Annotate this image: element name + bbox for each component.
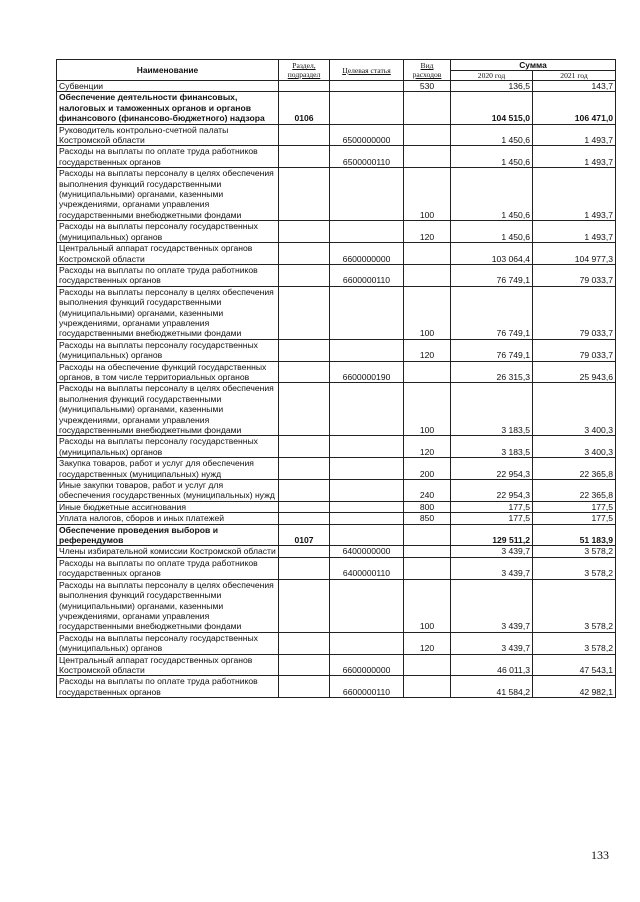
cell-type: 800 [404,501,451,512]
cell-2021: 25 943,6 [533,361,616,383]
cell-type [404,92,451,124]
cell-2021: 79 033,7 [533,286,616,339]
cell-section [279,243,330,265]
cell-name: Расходы на выплаты по оплате труда работников государственных органов [57,146,279,168]
cell-section [279,221,330,243]
cell-target [330,286,404,339]
cell-2021: 177,5 [533,513,616,524]
header-target: Целевая статья [330,60,404,81]
cell-2021: 143,7 [533,81,616,92]
cell-2020: 177,5 [451,513,533,524]
cell-section [279,501,330,512]
cell-name: Расходы на выплаты персоналу в целях обеспечения выполнения функций государственными (муниципальными) органами, казенными учреждениями, органами управления государственными внебюджетными фондами [57,286,279,339]
cell-2020: 104 515,0 [451,92,533,124]
cell-type: 240 [404,480,451,502]
cell-2020: 1 450,6 [451,168,533,221]
cell-target: 6500000000 [330,124,404,146]
cell-2020: 1 450,6 [451,124,533,146]
cell-target [330,480,404,502]
cell-2020: 136,5 [451,81,533,92]
cell-2021: 1 493,7 [533,168,616,221]
cell-target [330,92,404,124]
cell-target [330,339,404,361]
cell-target [330,513,404,524]
table-row [57,513,616,524]
cell-name: Закупка товаров, работ и услуг для обеспечения государственных (муниципальных) нужд [57,458,279,480]
cell-target [330,221,404,243]
cell-name: Члены избирательной комиссии Костромской области [57,546,279,557]
cell-type [404,654,451,676]
header-year-2020: 2020 год [451,71,533,81]
cell-section [279,458,330,480]
cell-type [404,524,451,546]
table-row [57,124,616,146]
cell-name: Обеспечение проведения выборов и референдумов [57,524,279,546]
table-row [57,546,616,557]
cell-target: 6600000110 [330,676,404,698]
cell-2021: 79 033,7 [533,339,616,361]
cell-name: Расходы на выплаты персоналу государственных (муниципальных) органов [57,436,279,458]
table-row [57,458,616,480]
cell-2020: 177,5 [451,501,533,512]
cell-section [279,286,330,339]
cell-name: Расходы на выплаты по оплате труда работников государственных органов [57,557,279,579]
budget-table [56,59,616,698]
cell-target [330,458,404,480]
cell-section [279,361,330,383]
cell-2020: 3 439,7 [451,546,533,557]
cell-2021: 3 400,3 [533,436,616,458]
cell-type [404,557,451,579]
cell-2020: 1 450,6 [451,221,533,243]
table-row [57,361,616,383]
header-year-2021: 2021 год [533,71,616,81]
header-type: Вид расходов [404,60,451,81]
cell-name: Центральный аппарат государственных органов Костромской области [57,654,279,676]
cell-2020: 3 439,7 [451,557,533,579]
cell-2021: 3 578,2 [533,579,616,632]
cell-name: Расходы на выплаты персоналу в целях обеспечения выполнения функций государственными (муниципальными) органами, казенными учреждениями, органами управления государственными внебюджетными фондами [57,168,279,221]
cell-target [330,632,404,654]
table-row [57,501,616,512]
cell-name: Расходы на обеспечение функций государственных органов, в том числе территориальных органов [57,361,279,383]
cell-name: Расходы на выплаты персоналу государственных (муниципальных) органов [57,339,279,361]
table-row [57,654,616,676]
cell-2020: 22 954,3 [451,458,533,480]
header-name: Наименование [57,60,279,81]
cell-type: 120 [404,632,451,654]
table-row [57,436,616,458]
cell-2021: 51 183,9 [533,524,616,546]
table-row [57,221,616,243]
cell-2021: 3 400,3 [533,383,616,436]
cell-2021: 1 493,7 [533,146,616,168]
table-row [57,557,616,579]
cell-section [279,480,330,502]
cell-section [279,513,330,524]
cell-2020: 26 315,3 [451,361,533,383]
cell-2021: 3 578,2 [533,632,616,654]
cell-section [279,546,330,557]
table-row [57,243,616,265]
cell-2021: 1 493,7 [533,221,616,243]
cell-2020: 3 439,7 [451,579,533,632]
cell-target [330,168,404,221]
cell-2021: 47 543,1 [533,654,616,676]
cell-target [330,436,404,458]
cell-section [279,124,330,146]
table-row [57,480,616,502]
cell-2021: 22 365,8 [533,458,616,480]
cell-2020: 3 183,5 [451,436,533,458]
cell-target: 6600000000 [330,654,404,676]
cell-2020: 22 954,3 [451,480,533,502]
cell-name: Иные закупки товаров, работ и услуг для обеспечения государственных (муниципальных) нужд [57,480,279,502]
cell-type: 120 [404,221,451,243]
cell-section [279,146,330,168]
cell-type: 200 [404,458,451,480]
cell-name: Иные бюджетные ассигнования [57,501,279,512]
cell-target: 6400000000 [330,546,404,557]
cell-2021: 22 365,8 [533,480,616,502]
cell-name: Обеспечение деятельности финансовых, налоговых и таможенных органов и органов финансового (финансово-бюджетного) надзора [57,92,279,124]
cell-type [404,546,451,557]
cell-2021: 42 982,1 [533,676,616,698]
cell-2020: 46 011,3 [451,654,533,676]
cell-section [279,339,330,361]
cell-2020: 76 749,1 [451,286,533,339]
cell-name: Расходы на выплаты по оплате труда работников государственных органов [57,264,279,286]
table-row [57,339,616,361]
cell-type: 100 [404,579,451,632]
cell-target: 6600000190 [330,361,404,383]
cell-target: 6400000110 [330,557,404,579]
cell-name: Расходы на выплаты персоналу государственных (муниципальных) органов [57,632,279,654]
cell-target [330,383,404,436]
cell-type [404,146,451,168]
cell-2020: 76 749,1 [451,264,533,286]
cell-target [330,81,404,92]
cell-2020: 76 749,1 [451,339,533,361]
cell-type [404,361,451,383]
cell-section [279,654,330,676]
cell-section [279,579,330,632]
table-row [57,676,616,698]
cell-target [330,524,404,546]
cell-2020: 41 584,2 [451,676,533,698]
cell-2020: 3 439,7 [451,632,533,654]
cell-name: Расходы на выплаты по оплате труда работников государственных органов [57,676,279,698]
table-body [57,81,616,698]
cell-section [279,81,330,92]
cell-type [404,243,451,265]
cell-2021: 79 033,7 [533,264,616,286]
budget-table-page [56,59,615,698]
cell-name: Руководитель контрольно-счетной палаты Костромской области [57,124,279,146]
cell-2021: 3 578,2 [533,557,616,579]
cell-type: 120 [404,339,451,361]
cell-2020: 3 183,5 [451,383,533,436]
table-row [57,264,616,286]
cell-section: 0106 [279,92,330,124]
cell-type: 120 [404,436,451,458]
cell-2020: 129 511,2 [451,524,533,546]
header-section: Раздел, подраздел [279,60,330,81]
cell-2021: 177,5 [533,501,616,512]
cell-name: Расходы на выплаты персоналу в целях обеспечения выполнения функций государственными (муниципальными) органами, казенными учреждениями, органами управления государственными внебюджетными фондами [57,579,279,632]
cell-section [279,632,330,654]
cell-target [330,501,404,512]
page-number: 133 [591,848,609,862]
cell-section [279,264,330,286]
cell-2021: 106 471,0 [533,92,616,124]
cell-name: Расходы на выплаты персоналу в целях обеспечения выполнения функций государственными (муниципальными) органами, казенными учреждениями, органами управления государственными внебюджетными фондами [57,383,279,436]
table-row [57,383,616,436]
cell-type [404,676,451,698]
cell-2021: 3 578,2 [533,546,616,557]
cell-type: 530 [404,81,451,92]
cell-type: 100 [404,168,451,221]
cell-name: Субвенции [57,81,279,92]
cell-target: 6500000110 [330,146,404,168]
cell-2020: 103 064,4 [451,243,533,265]
cell-name: Расходы на выплаты персоналу государственных (муниципальных) органов [57,221,279,243]
table-row [57,286,616,339]
cell-type [404,264,451,286]
cell-type [404,124,451,146]
table-row [57,632,616,654]
cell-target: 6600000000 [330,243,404,265]
cell-section: 0107 [279,524,330,546]
cell-section [279,168,330,221]
table-row [57,146,616,168]
cell-name: Центральный аппарат государственных органов Костромской области [57,243,279,265]
table-row [57,168,616,221]
cell-section [279,383,330,436]
cell-type: 100 [404,383,451,436]
header-sum: Сумма [451,60,616,71]
table-row [57,81,616,92]
table-row [57,92,616,124]
table-row [57,579,616,632]
cell-2021: 1 493,7 [533,124,616,146]
cell-2021: 104 977,3 [533,243,616,265]
cell-section [279,557,330,579]
cell-name: Уплата налогов, сборов и иных платежей [57,513,279,524]
cell-target [330,579,404,632]
cell-type: 100 [404,286,451,339]
cell-2020: 1 450,6 [451,146,533,168]
cell-target: 6600000110 [330,264,404,286]
cell-section [279,676,330,698]
cell-type: 850 [404,513,451,524]
cell-section [279,436,330,458]
table-row [57,524,616,546]
